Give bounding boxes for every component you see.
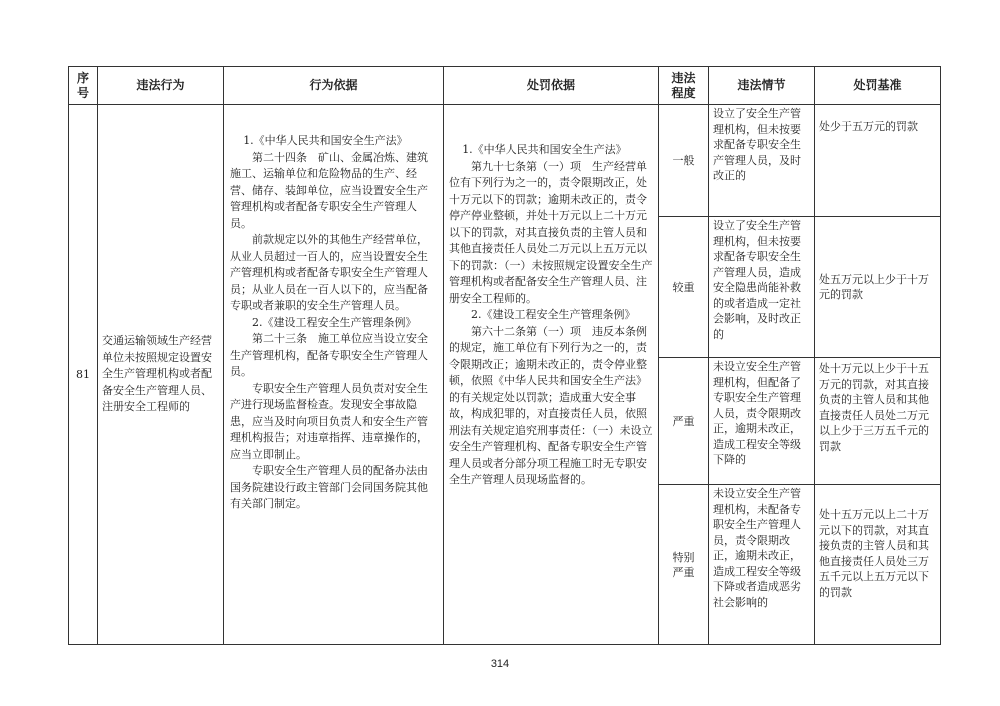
serial-number: 81 [69,105,98,645]
header-serial-number: 序 号 [69,67,98,105]
header-conduct-basis: 行为依据 [224,67,444,105]
basis-paragraph: 前款规定以外的其他生产经营单位，从业人员超过一百人的，应当设置安全生产管理机构或者配备专职安全生产管理人员；从业人员在一百人以下的，应当配备专职或者兼职的安全生产管理人员。 [230,233,428,312]
header-violation: 违法行为 [98,67,224,105]
degree-extremely-severe: 特别严重 [659,485,709,645]
penalty-paragraph: 第九十七条第（一）项 生产经营单位有下列行为之一的，责令限期改正，处十万元以下的罚款；逾期未改正的，责令停产停业整顿，并处十万元以上二十万元以下的罚款，对其直接负责的主管人员和其他直接责任人员处二万元以上五万元以下的罚款：（一）未按照规定设置安全生产管理机构或者配备安全生产管理人员、注册安全工程师的。 [449,159,653,305]
table-row [69,105,941,217]
header-row [69,67,941,105]
penalty-basis [444,105,659,645]
circumstance-serious: 设立了安全生产管理机构，但未按要求配备专职安全生产管理人员，造成安全隐患尚能补救的或者造成一定社会影响，及时改正的 [709,217,815,358]
conduct-basis [224,105,444,645]
penalty-paragraph: 第六十二条第（一）项 违反本条例的规定，施工单位有下列行为之一的，责令限期改正；逾期未改正的，责令停业整顿，依照《中华人民共和国安全生产法》的有关规定处以罚款；造成重大安全事故，构成犯罪的，对直接责任人员，依照刑法有关规定追究刑事责任：（一）未设立安全生产管理机构、配备专职安全生产管理人员或者分部分项工程施工时无专职安全生产管理人员现场监督的。 [449,324,653,486]
basis-paragraph: 第二十三条 施工单位应当设立安全生产管理机构，配备专职安全生产管理人员。 [230,332,428,378]
standard-extremely-severe: 处十五万元以上二十万元以下的罚款，对其直接负责的主管人员和其他直接责任人员处三万五千元以上五万元以下的罚款 [815,485,941,645]
standard-serious: 处五万元以上少于十万元的罚款 [815,217,941,358]
basis-paragraph: 专职安全生产管理人员的配备办法由国务院建设行政主管部门会同国务院其他有关部门制定。 [230,464,428,510]
basis-paragraph: 专职安全生产管理人员负责对安全生产进行现场监督检查。发现安全事故隐患，应当及时向项目负责人和安全生产管理机构报告；对违章指挥、违章操作的，应当立即制止。 [230,381,428,461]
standard-severe: 处十万元以上少于十五万元的罚款，对其直接负责的主管人员和其他直接责任人员处二万元以上少于三万五千元的罚款 [815,358,941,485]
page-number: 314 [490,658,510,670]
circumstance-severe: 未设立安全生产管理机构，但配备了专职安全生产管理人员，责令限期改正，逾期未改正，造成工程安全等级下降的 [709,358,815,485]
degree-general: 一般 [659,105,709,217]
penalty-standard-table [68,66,941,645]
circumstance-extremely-severe: 未设立安全生产管理机构，未配备专职安全生产管理人员，责令限期改正，逾期未改正，造成工程安全等级下降或者造成恶劣社会影响的 [709,485,815,645]
penalty-regulation-title: 2.《建设工程安全生产管理条例》 [471,308,636,321]
header-circumstances: 违法情节 [709,67,815,105]
basis-regulation-title: 2.《建设工程安全生产管理条例》 [252,315,417,329]
header-degree: 违法 程度 [659,67,709,105]
violation-description: 交通运输领域生产经营单位未按照规定设置安全生产管理机构或者配备安全生产管理人员、注册安全工程师的 [98,105,224,645]
standard-general: 处少于五万元的罚款 [815,105,941,217]
degree-serious: 较重 [659,217,709,358]
header-penalty-basis: 处罚依据 [444,67,659,105]
header-penalty-standard: 处罚基准 [815,67,941,105]
penalty-law-title: 1.《中华人民共和国安全生产法》 [462,143,627,156]
circumstance-general: 设立了安全生产管理机构，但未按要求配备专职安全生产管理人员，及时改正的 [709,105,815,217]
degree-severe: 严重 [659,358,709,485]
basis-paragraph: 第二十四条 矿山、金属冶炼、建筑施工、运输单位和危险物品的生产、经营、储存、装卸单位，应当设置安全生产管理机构或者配备专职安全生产管理人员。 [230,150,428,230]
basis-law-title: 1.《中华人民共和国安全生产法》 [243,134,408,147]
